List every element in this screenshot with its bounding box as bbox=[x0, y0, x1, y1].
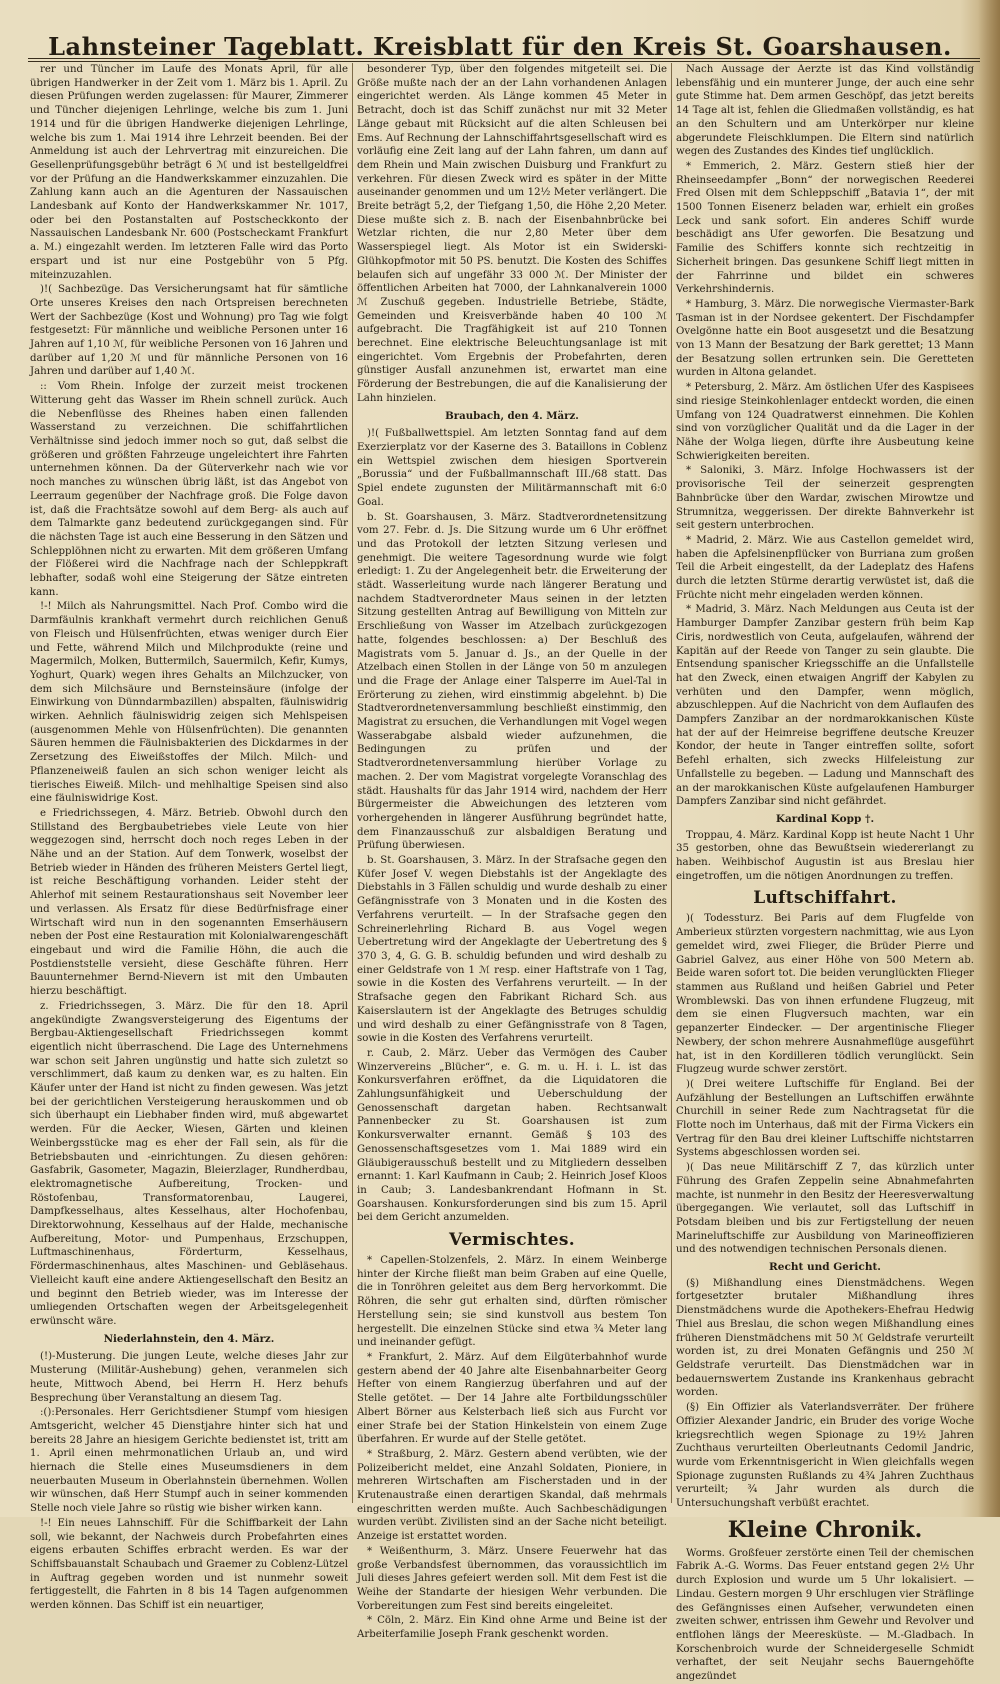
article-lahnschiff-cont: besonderer Typ, über den folgendes mitgeteilt sei. Die Größe mußte nach der an der Lahn vorhandenen Anlagen eingerichtet werden. Als Länge kommen 45 Meter in Betracht, doch ist das Schiff zunächst nur mit 32 Meter Länge gebaut mit Rücksicht auf die alten Schleusen bei Ems. Auf Rechnung der Lahnschiffahrtsgesellschaft wird es vorläufig eine Zeit lang auf der Lahn fahren, um dann auf dem Rhein und Main zwischen Duisburg und Frankfurt zu verkehren. Für diesen Zweck wird es später in der Mitte auseinander genommen und um 12½ Meter verlängert. Die Breite beträgt 5,2, der Tiefgang 1,50, die Höhe 2,20 Meter. Diese mußte sich z. B. nach der Eisenbahnbrücke bei Wetzlar richten, die nur 2,80 Meter über dem Wasserspiegel liegt. Als Motor ist ein Swiderski-Glühkopfmotor mit 50 PS. benutzt. Die Kosten des Schiffes belaufen sich auf ungefähr 33 000 ℳ. Der Minister der öffentlichen Arbeiten hat 7000, der Lahnkanalverein 1000 ℳ Zuschuß gegeben. Industrielle Betriebe, Städte, Gemeinden und Kreisverbände haben 40 100 ℳ aufgebracht. Die Tragfähigkeit ist auf 210 Tonnen berechnet. Eine elektrische Beleuchtungsanlage ist mit eingerichtet. Vom Ergebnis der Probefahrten, deren günstiger Ausfall anzunehmen ist, erwartet man eine Förderung der Bestrebungen, die auf die Kanalisierung der Lahn hinzielen. bbox=[357, 64, 667, 404]
column-1 bbox=[30, 63, 348, 1612]
heading-kleine-chronik: Kleine Chronik. bbox=[727, 1516, 923, 1543]
heading-luftschiffahrt: Luftschiffahrt. bbox=[753, 888, 897, 909]
article-luftschiffe-england: )( Drei weitere Luftschiffe für England. Bei der Aufzählung der Bestellungen an Luftschiffen erwähnte Churchill in seiner Rede zum Nachtragsetat für die Flotte noch im Unterhaus, daß mit der Firma Vickers ein Vertrag für den Bau drei kleiner Luftschiffe nichtstarren Systems abgeschlossen worden sei. bbox=[676, 1078, 974, 1159]
article-capellen: * Capellen-Stolzenfels, 2. März. In einem Weinberge hinter der Kirche fließt man beim Graben auf eine Quelle, die in Tonröhren geleitet aus dem Berg hervorkommt. Die Röhren, die sehr gut erhalten sind, dürften römischer Herstellung sein; sie sind kunstvoll aus bestem Ton hergestellt. Die einzelnen Stücke sind etwa ¾ Meter lang und ineinander gefügt. bbox=[357, 1255, 667, 1349]
article-worms: Worms. Großfeuer zerstörte einen Teil der chemischen Fabrik A.-G. Worms. Das Feuer entstand gegen 2½ Uhr durch Explosion und wurde um 5 Uhr lokalisiert. — Lindau. Gestern morgen 9 Uhr erschlugen vier Sträflinge des Gefängnisses einen Aufseher, verwundeten einen zweiten schwer, entrissen ihm Gewehr und Revolver und entflohen längs der Meeresküste. — M.-Gladbach. In Korschenbroich wurde der Schneidergeselle Schmidt verhaftet, der seit Neujahr sechs Bauerngehöfte angezündet bbox=[676, 1547, 974, 1683]
article-strassburg: * Straßburg, 2. März. Gestern abend verübten, wie der Polizeibericht meldet, eine Anzahl Soldaten, Pioniere, in mehreren Wirtschaften am Fischerstaden und in der Krutenaustraße einen derartigen Skandal, daß mehrmals eingeschritten werden mußte. Auch Sachbeschädigungen wurden verübt. Zivilisten sind an der Sache nicht beteiligt. Anzeige ist erstattet worden. bbox=[357, 1448, 667, 1543]
article-saloniki: * Saloniki, 3. März. Infolge Hochwassers ist der provisorische Teil der seinerzeit gesprengten Bahnbrücke über den Wardar, zwischen Mirowtze und Strumnitza, weggerissen. Der direkte Bahnverkehr ist seit gestern unterbrochen. bbox=[676, 465, 974, 532]
article-coeln-cont: Nach Aussage der Aerzte ist das Kind vollständig lebensfähig und ein munterer Junge, der auch eine sehr gute Stimme hat. Dem armen Geschöpf, das jetzt bereits 14 Tage alt ist, fehlen die Gliedmaßen vollständig, es hat an den Schultern und am Unterkörper nur kleine abgerundete Fleischklumpen. Die Eltern sind natürlich wegen des Zustandes des Kindes tief unglücklich. bbox=[676, 64, 974, 158]
page-edge-shadow bbox=[978, 0, 1000, 1517]
article-troppau: Troppau, 4. März. Kardinal Kopp ist heute Nacht 1 Uhr 35 gestorben, ohne das Bewußtsein wiedererlangt zu haben. Weihbischof Augustin ist aus Breslau hier eingetroffen, um die nötigen Anordnungen zu treffen. bbox=[676, 829, 974, 882]
article-friedrichssegen-1: e Friedrichssegen, 4. März. Betrieb. Obwohl durch den Stillstand des Bergbaubetriebes viele Leute von hier weggezogen sind, herrscht doch noch reges Leben in der Nähe und an der Station. Auf dem Tonwerk, woselbst der Betrieb wieder in Händen des früheren Meisters Gertel liegt, ist reiche Beschäftigung vorhanden. Leider steht der Ahlerhof mit seinem Restaurationshaus seit November leer und verlassen. Als Ersatz für diese Bedürfnisfrage einer Wirtschaft wird nun in den sogenannten Emserhäusern neben der Post eine Restauration mit Kolonialwarengeschäft eingebaut und wird die Familie Höhn, die auch die Postdienststelle versieht, diese Geschäfte führen. Herr Bauunternehmer Bernd-Nievern ist mit den Umbauten hierzu beschäftigt. bbox=[30, 807, 348, 998]
column-divider bbox=[352, 63, 353, 1503]
column-2 bbox=[357, 63, 667, 1641]
article-offizier: (§) Ein Offizier als Vaterlandsverräter. Der frühere Offizier Alexander Jandric, ein Bruder des vorige Woche kriegsrechtlich wegen Spionage zu 19½ Jahren Zuchthaus verurteilten Oberleutnants Cedomil Jandric, wurde vom Erkenntnisgericht in Wien gleichfalls wegen Spionage zugunsten Rußlands zu 4¾ Jahren Zuchthaus verurteilt; ¾ Jahr wurden als durch die Untersuchungshaft verbüßt erachtet. bbox=[676, 1402, 974, 1510]
article-todessturz: )( Todessturz. Bei Paris auf dem Flugfelde von Amberieux stürzten vorgestern nachmittag, wie aus Lyon gemeldet wird, zwei Flieger, die Brüder Pierre und Gabriel Galvez, aus einer Höhe von 500 Metern ab. Beide waren sofort tot. Die beiden verunglückten Flieger stammen aus Rußland und heißen Gabriel und Peter Wromblewski. Das von ihnen erfundene Flugzeug, mit dem sie einen Flugversuch machten, war ein gepanzerter Eindecker. — Der argentinische Flieger Newbery, der schon mehrere Ausnahmeflüge ausgeführt hat, ist in den Kordilleren tödlich verunglückt. Sein Flugzeug wurde schwer zerstört. bbox=[676, 913, 974, 1076]
article-friedrichssegen-2: z. Friedrichssegen, 3. März. Die für den 18. April angekündigte Zwangsversteigerung des Eigentums der Bergbau-Aktiengesellschaft Friedrichssegen kommt eigentlich nicht überraschend. Die Lage des Unternehmens war schon seit Jahren ungünstig und hatte sich zuletzt so verschlimmert, daß kaum zu denken war, es zu halten. Ein Käufer unter der Hand ist nicht zu finden gewesen. Was jetzt bei der gerichtlichen Versteigerung herauskommen und ob sich überhaupt ein Liebhaber finden wird, muß abgewartet werden. Für die Aecker, Wiesen, Gärten und kleinen Weinbergsstücke mag es eher der Fall sein, als für die Betriebsbauten und -einrichtungen. Zu diesen gehören: Gasfabrik, Gasometer, Magazin, Bleierzlager, Rundherdbau, elektromagnetische Aufbereitung, Trocken- und Röstofenbau, Transformatorenbau, Laugerei, Dampfkesselhaus, altes Kesselhaus, alter Hochofenbau, Direktorwohnung, Kesselhaus auf der Halde, mechanische Aufbereitung, Motor- und Pumpenhaus, Erzschuppen, Luftmaschinenhaus, Förderturm, Kesselhaus, Fördermaschinenhaus, altes Maschinen- und Gebläsehaus. Vielleicht kauft eine andere Aktiengesellschaft den Besitz an und beginnt den Betrieb wieder, was im Interesse der umliegenden Ortschaften wegen der Arbeitsgelegenheit erwünscht wäre. bbox=[30, 1000, 348, 1327]
article-petersburg: * Petersburg, 2. März. Am östlichen Ufer des Kaspisees sind riesige Steinkohlenlager entdeckt worden, die einen Umfang von 124 Quadratwerst einnehmen. Die Kohlen sind von vorzüglicher Qualität und da die Lager in der Nähe der Wolga liegen, dürfte ihre Ausbeutung keine Schwierigkeiten bereiten. bbox=[676, 382, 974, 462]
article-text: rer und Tüncher im Laufe des Monats April, für alle übrigen Handwerker in der Zeit vom 1. März bis 1. April. Zu diesen Prüfungen werden zugelassen: für Maurer, Zimmerer und Tüncher diejenigen Lehrlinge, welche bis zum 1. Juni 1914 und für die übrigen Handwerke diejenigen Lehrlinge, welche bis zum 1. Mai 1914 ihre Lehrzeit beenden. Bei der Anmeldung ist auch der Lehrvertrag mit einzureichen. Die Gesellenprüfungsgebühr beträgt 6 ℳ und ist bestellgeldfrei vor der Prüfung an die Handwerkskammer einzuzahlen. Die Zahlung kann auch an die Agenturen der Nassauischen Landesbank auf Konto der Handwerkskammer Nr. 1017, oder bei den Postanstalten auf Postscheckkonto der Nassauischen Landesbank Nr. 600 (Postscheckamt Frankfurt a. M.) eingezahlt werden. Im letzteren Falle wird das Porto erspart und ist nur eine Postgebühr von 5 Pfg. miteinzuzahlen. bbox=[30, 64, 348, 281]
heading-braubach: Braubach, den 4. März. bbox=[445, 409, 579, 422]
article-milch: !-! Milch als Nahrungsmittel. Nach Prof. Combo wird die Darmfäulnis krankhaft vermehrt durch reichlichen Genuß von Fleisch und Hülsenfrüchten, etwas weniger durch Eier und Fette, während Milch und Milchprodukte (reine und Magermilch, Molken, Buttermilch, Sauermilch, Kefir, Kumys, Yoghurt, Quark) wegen ihres Gehalts an Milchzucker, von dem sich Milchsäure und Bernsteinsäure (infolge der Einwirkung von Dünndarmbazillen) abspalten, fäulniswidrig wirken. Aehnlich fäulniswidrig zeigen sich Mehlspeisen (ausgenommen Mehle von Hülsenfrüchten). Die genannten Säuren hemmen die Fäulnisbakterien des Dickdarmes in der Zersetzung des Eiweißstoffes der Milch. Milch- und Pflanzeneiweiß faulen an sich schon weniger leicht als tierisches Eiweiß. Milch- und mehlhaltige Speisen sind also eine fäulniswidrige Kost. bbox=[30, 601, 348, 805]
heading-kardinal-kopp: Kardinal Kopp †. bbox=[775, 812, 875, 825]
article-emmerich: * Emmerich, 2. März. Gestern stieß hier der Rheinseedampfer „Bonn“ der norwegischen Reederei Fred Olsen mit dem Schleppschiff „Batavia 1“, der mit 1500 Tonnen Eisenerz beladen war, erhielt ein großes Leck und sank sofort. Ein anderes Schiff wurde beschädigt ans Ufer geworfen. Die Besatzung und Familie des Schiffers konnte sich rechtzeitig in Sicherheit bringen. Das gesunkene Schiff liegt mitten in der Fahrrinne und bildet ein schweres Verkehrshindernis. bbox=[676, 160, 974, 296]
article-vom-rhein: :: Vom Rhein. Infolge der zurzeit meist trockenen Witterung geht das Wasser im Rhein schnell zurück. Auch die Nebenflüsse des Rheines haben einen fallenden Wasserstand zu verzeichnen. Die schiffahrtlichen Verhältnisse sind jedoch immer noch so gut, daß selbst die größeren und größten Fahrzeuge ungeleichtert ihre Fahrten unternehmen können. Da der Güterverkehr nach wie vor noch manches zu wünschen übrig läßt, ist das Angebot von Leerraum gegenüber der Nachfrage groß. Die Folge davon ist, daß die Frachtsätze sowohl auf dem Berg- als auch auf dem Talmarkte ganz bedeutend zurückgegangen sind. Für die nächsten Tage ist auch eine Besserung in den Sätzen und Schlepplöhnen nicht zu erwarten. Mit dem größeren Umfang der Flößerei wird die Nachfrage nach der Schleppkraft lebhafter, sodaß wohl eine Steigerung der Sätze eintreten kann. bbox=[30, 381, 348, 598]
masthead-rule-2 bbox=[28, 61, 980, 62]
article-madrid-2: * Madrid, 3. März. Nach Meldungen aus Ceuta ist der Hamburger Dampfer Zanzibar gestern früh beim Kap Ciris, nordwestlich von Ceuta, aufgelaufen, während der Kapitän auf der Reede von Tanger zu sein glaubte. Die Entsendung spanischer Kriegsschiffe an die Unfallstelle hat den Zweck, einen etwaigen Angriff der Kabylen zu verhüten und den Dampfer, wenn möglich, abzuschleppen. Auf die Nachricht von dem Auflaufen des Dampfers Zanzibar an der nordmarokkanischen Küste hat der auf der Heimreise begriffene deutsche Kreuzer Kondor, der heute in Tanger eintreffen sollte, sofort Befehl erhalten, sich zwecks Hilfeleistung zur Unfallstelle zu begeben. — Ladung und Mannschaft des an der marokkanischen Küste aufgelaufenen Hamburger Dampfers Zanzibar sind nicht gefährdet. bbox=[676, 604, 974, 808]
heading-niederlahnstein: Niederlahnstein, den 4. März. bbox=[103, 1332, 275, 1345]
article-weissenthurm: * Weißenthurm, 3. März. Unsere Feuerwehr hat das große Verbandsfest übernommen, das voraussichtlich im Juli dieses Jahres gefeiert werden soll. Mit dem Fest ist die Weihe der Standarte der hiesigen Wehr verbunden. Die Vorbereitungen zum Fest sind bereits eingeleitet. bbox=[357, 1545, 667, 1612]
article-coeln: * Cöln, 2. März. Ein Kind ohne Arme und Beine ist der Arbeiterfamilie Joseph Frank geschenkt worden. bbox=[357, 1615, 667, 1641]
article-caub: r. Caub, 2. März. Ueber das Vermögen des Cauber Winzervereins „Blücher“, e. G. m. u. H. i. L. ist das Konkursverfahren eröffnet, da die Liquidatoren die Zahlungsunfähigkeit und Ueberschuldung der Genossenschaft dargetan haben. Rechtsanwalt Pannenbecker zu St. Goarshausen ist zum Konkursverwalter ernannt. Gemäß § 103 des Genossenschaftsgesetzes vom 1. Mai 1889 wird ein Gläubigerausschuß bestellt und zu Mitgliedern desselben ernannt: 1. Karl Kaufmann in Caub; 2. Heinrich Josef Kloos in Caub; 3. Landesbankrendant Hofmann in St. Goarshausen. Konkursforderungen sind bis zum 15. April bei dem Gericht anzumelden. bbox=[357, 1047, 667, 1224]
article-musterung: (!)-Musterung. Die jungen Leute, welche dieses Jahr zur Musterung (Militär-Aushebung) gehen, veranmelen sich heute, Mittwoch Abend, bei Herrn H. Herz behufs Besprechung über Veranstaltung an diesem Tag. bbox=[30, 1351, 348, 1404]
article-madrid-1: * Madrid, 2. März. Wie aus Castellon gemeldet wird, haben die Apfelsinenpflücker von Burriana zum großen Teil die Arbeit eingestellt, da der Ladeplatz des Hafens durch die letzten Stürme derartig verwüstet ist, daß die Früchte nicht mehr eingeladen werden können. bbox=[676, 534, 974, 601]
article-sachbezuege: )!( Sachbezüge. Das Versicherungsamt hat für sämtliche Orte unseres Kreises den nach Ortspreisen berechneten Wert der Sachbezüge (Kost und Wohnung) pro Tag wie folgt festgesetzt: Für männliche und weibliche Personen unter 16 Jahren auf 1,10 ℳ, für weibliche Personen von 16 Jahren und darüber auf 1,20 ℳ und für männliche Personen von 16 Jahren und darüber auf 1,40 ℳ. bbox=[30, 284, 348, 378]
article-hamburg: * Hamburg, 3. März. Die norwegische Viermaster-Bark Tasman ist in der Nordsee gekentert. Der Fischdampfer Ovelgönne hatte ein Boot ausgesetzt und die Besatzung von 13 Mann der Besatzung der Bark gerettet; 13 Mann der Besatzung sollen ertrunken sein. Die Geretteten wurden in Altona gelandet. bbox=[676, 298, 974, 379]
masthead-rule bbox=[28, 58, 980, 59]
masthead: Lahnsteiner Tageblatt. Kreisblatt für den Kreis St. Goarshausen. bbox=[48, 32, 952, 61]
article-frankfurt: * Frankfurt, 2. März. Auf dem Eilgüterbahnhof wurde gestern abend der 40 Jahre alte Eisenbahnarbeiter Georg Hefter von einem Rangierzug überfahren und auf der Stelle getötet. — Der 14 Jahre alte Fortbildungsschüler Albert Börner aus Kelsterbach ließ sich aus Furcht vor einer Strafe bei der Station Hinkelstein von einem Zuge überfahren. Er wurde auf der Stelle getötet. bbox=[357, 1351, 667, 1446]
column-divider bbox=[671, 63, 672, 1503]
article-personales: :():Personales. Herr Gerichtsdiener Stumpf vom hiesigen Amtsgericht, welcher 45 Dienstjahre hinter sich hat und bereits 28 Jahre an hiesigem Gerichte bedienstet ist, tritt am 1. April einen mehrmonatlichen Urlaub an, und wird hiernach die Stelle eines Museumsdieners in dem neuerbauten Museum in Oberlahnstein übernehmen. Wollen wir wünschen, daß Herr Stumpf auch in seiner kommenden Stelle noch viele Jahre so rüstig wie bisher wirken kann. bbox=[30, 1407, 348, 1515]
article-strafsache: b. St. Goarshausen, 3. März. In der Strafsache gegen den Küfer Josef V. wegen Diebstahls ist der Angeklagte des Diebstahls in 3 Fällen schuldig und wurde deshalb zu einer Gefängnisstrafe von 3 Monaten und in die Kosten des Verfahrens verurteilt. — In der Strafsache gegen den Schreinerlehrling Richard B. aus Vogel wegen Uebertretung wird der Angeklagte der Uebertretung des § 370 3, 4, G. G. B. schuldig befunden und wird deshalb zu einer Geldstrafe von 1 ℳ resp. einer Haftstrafe von 1 Tag, sowie in die Kosten des Verfahrens verurteilt. — In der Strafsache gegen den Fabrikant Richard Sch. aus Kaiserslautern ist der Angeklagte des Betruges schuldig und wird deshalb zu einer Gefängnisstrafe von 8 Tagen, sowie in die Kosten des Verfahrens verurteilt. bbox=[357, 855, 667, 1045]
column-3 bbox=[676, 63, 974, 1683]
article-misshandlung: (§) Mißhandlung eines Dienstmädchens. Wegen fortgesetzter brutaler Mißhandlung ihres Dienstmädchens wurde die Apothekers-Ehefrau Hedwig Thiel aus Breslau, die schon wegen Mißhandlung eines früheren Dienstmädchens mit 50 ℳ Geldstrafe verurteilt worden ist, zu drei Monaten Gefängnis und 250 ℳ Geldstrafe verurteilt. Das Dienstmädchen war in bedauernswertem Zustande ins Krankenhaus gebracht worden. bbox=[676, 1277, 974, 1399]
article-stadtverordnete: b. St. Goarshausen, 3. März. Stadtverordnetensitzung vom 27. Febr. d. Js. Die Sitzung wurde um 6 Uhr eröffnet und das Protokoll der letzten Sitzung verlesen und genehmigt. Die weitere Tagesordnung wurde wie folgt erledigt: 1. Zu der Angelegenheit betr. die Erweiterung der städt. Wasserleitung wurde nach längerer Beratung und nachdem Stadtverordneter Maus seinen in der letzten Sitzung gestellten Antrag auf Bewilligung von Mitteln zur Erschließung von Wasser im Atzelbach zurückgezogen hatte, folgendes beschlossen: a) Der Beschluß des Magistrats vom 5. Januar d. Js., an der Quelle in der Atzelbach einen Stollen in der Länge von 50 m anzulegen und die Frage der Anlage einer Talsperre im Auel-Tal in Erörterung zu ziehen, wird einstimmig abgelehnt. b) Die Stadtverordnetenversammlung beschließt einstimmig, den Magistrat zu ersuchen, die Verhandlungen mit Vogel wegen Wasserabgabe alsbald wieder aufzunehmen, die Bedingungen zu prüfen und der Stadtverordnetenversammlung hierüber Vorlage zu machen. 2. Der vom Magistrat vorgelegte Voranschlag des städt. Haushalts für das Jahr 1914 wird, nachdem der Herr Bürgermeister die Abweichungen des letzteren vom vorhergehenden in längerer Ausführung begründet hatte, dem Finanzausschuß zur alsbaldigen Beratung und Prüfung überwiesen. bbox=[357, 511, 667, 852]
article-fussball: )!( Fußballwettspiel. Am letzten Sonntag fand auf dem Exerzierplatz vor der Kaserne des 3. Bataillons in Coblenz ein Wettspiel zwischen dem hiesigen Sportverein „Borussia“ und der Fußballmannschaft III./68 statt. Das Spiel endete zugunsten der Militärmannschaft mit 6:0 Goal. bbox=[357, 428, 667, 508]
article-militaerschiff: )( Das neue Militärschiff Z 7, das kürzlich unter Führung des Grafen Zeppelin seine Abnahmefahrten machte, ist nunmehr in den Besitz der Heeresverwaltung übergegangen. Wie verlautet, soll das Luftschiff in Potsdam bleiben und bis zur Fertigstellung der neuen Marineluftschiffe zur Ausbildung von Marineoffizieren und des notwendigen technischen Personals dienen. bbox=[676, 1162, 974, 1256]
heading-vermischtes: Vermischtes. bbox=[449, 1230, 575, 1251]
heading-recht-und-gericht: Recht und Gericht. bbox=[769, 1261, 881, 1274]
article-lahnschiff: !-! Ein neues Lahnschiff. Für die Schiffbarkeit der Lahn soll, wie bekannt, der Nachweis durch Probefahrten eines eigens erbauten Schiffes erbracht werden. Es war der Schiffsbauanstalt Schaubach und Graemer zu Coblenz-Lützel in Auftrag gegeben worden und ist nunmehr soweit fertiggestellt, die Fahrten in 8 bis 14 Tagen aufgenommen werden können. Das Schiff ist ein neuartiger, bbox=[30, 1517, 348, 1612]
